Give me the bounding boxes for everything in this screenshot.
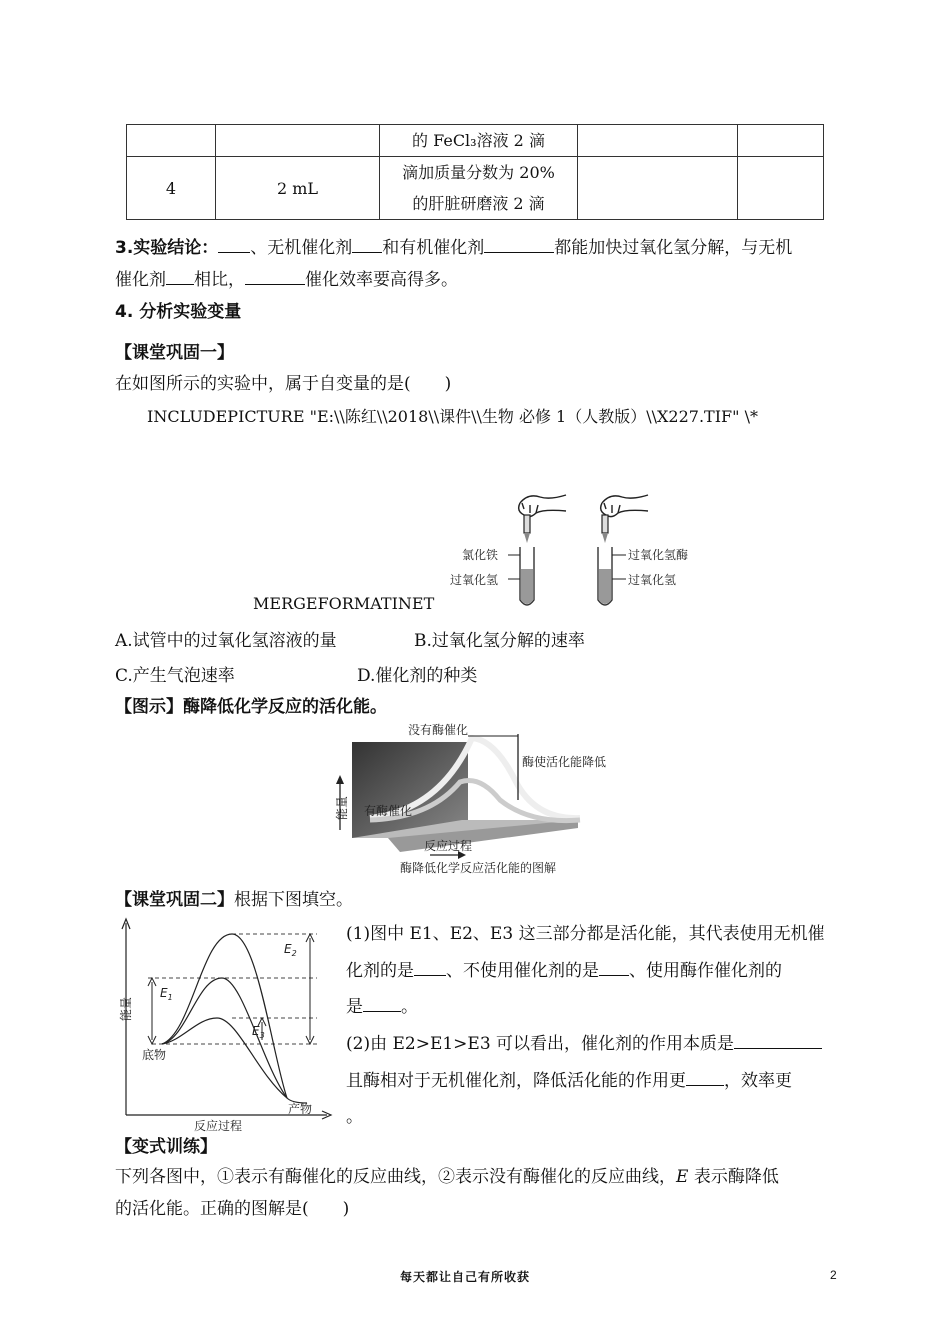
fill-blank[interactable] <box>245 270 305 285</box>
table-cell: 4 <box>127 157 216 220</box>
text: 化剂的是 <box>346 961 414 981</box>
table-row <box>127 125 824 157</box>
q1-line-2 <box>346 956 782 981</box>
cell-line: 滴加质量分数为 20% <box>402 163 555 182</box>
footer-motto: 每天都让自己有所收获 <box>400 1270 531 1284</box>
label-no-enzyme: 没有酶催化 <box>408 723 469 737</box>
fill-blank[interactable] <box>686 1071 724 1086</box>
q2-line-3: 。 <box>346 1107 363 1127</box>
text: 、无机催化剂 <box>250 238 353 258</box>
fill-blank[interactable] <box>363 997 401 1012</box>
option-d[interactable]: D.催化剂的种类 <box>357 666 478 686</box>
right-hand-icon <box>601 495 648 517</box>
text-italic: E <box>676 1167 689 1187</box>
label-enzyme: 过氧化氢酶 <box>628 548 689 562</box>
variant-line-1 <box>115 1162 779 1187</box>
table-cell <box>738 157 824 220</box>
consolidate2-intro: 根据下图填空。 <box>234 890 353 910</box>
section-heading: 4. 分析实验变量 <box>115 302 242 322</box>
label-h2o2-right: 过氧化氢 <box>628 573 677 587</box>
text: 都能加快过氧化氢分解，与无机 <box>554 238 793 258</box>
text: 是 <box>346 997 363 1017</box>
fill-blank[interactable] <box>218 238 250 253</box>
conclusion-line-2 <box>115 265 458 290</box>
q2-line-1 <box>346 1029 822 1054</box>
fill-blank[interactable] <box>414 961 446 976</box>
option-c[interactable]: C.产生气泡速率 <box>115 666 235 686</box>
curve-enzyme <box>162 1018 287 1098</box>
text: 、使用酶作催化剂的 <box>629 961 782 981</box>
variant-line-2: 的活化能。正确的图解是( ) <box>115 1199 350 1219</box>
text: 下列各图中，①表示有酶催化的反应曲线，②表示没有酶催化的反应曲线， <box>115 1167 676 1187</box>
q1-line-3 <box>346 992 418 1017</box>
text: 相比， <box>194 270 245 290</box>
fill-blank[interactable] <box>484 238 554 253</box>
table-cell <box>127 125 216 157</box>
figure-caption: 酶降低化学反应活化能的图解 <box>400 861 557 875</box>
option-a[interactable]: A.试管中的过氧化氢溶液的量 <box>115 631 337 651</box>
page-number: 2 <box>830 1268 837 1282</box>
table-cell <box>578 125 738 157</box>
text: (2)由 E2>E1>E3 可以看出，催化剂的作用本质是 <box>346 1034 735 1054</box>
text: 、不使用催化剂的是 <box>446 961 599 981</box>
label-energy: 能量 <box>335 795 349 820</box>
illustration-heading: 【图示】酶降低化学反应的活化能。 <box>115 697 387 717</box>
label-with-enzyme: 有酶催化 <box>364 804 413 818</box>
consolidate2-heading-line <box>115 885 353 910</box>
label-lowered: 酶使活化能降低 <box>522 755 607 769</box>
merge-format: MERGEFORMATINET <box>253 594 435 613</box>
label-e2: $E_2$ <box>284 942 297 958</box>
energy-graph <box>112 913 334 1133</box>
experiment-table <box>126 124 824 220</box>
dropper-tip-icon <box>602 533 608 543</box>
option-b[interactable]: B.过氧化氢分解的速率 <box>414 631 585 651</box>
text: 且酶相对于无机催化剂，降低活化能的作用更 <box>346 1071 686 1091</box>
cell-line: 的肝脏研磨液 2 滴 <box>412 194 545 213</box>
text: 催化剂 <box>115 270 166 290</box>
text: 表示酶降低 <box>688 1167 779 1187</box>
table-cell: 的 FeCl₃溶液 2 滴 <box>380 125 578 157</box>
table-cell <box>380 157 578 220</box>
table-row <box>127 157 824 220</box>
label-y: 能量 <box>119 996 133 1021</box>
table-cell <box>578 157 738 220</box>
activation-energy-3d-figure <box>330 720 620 880</box>
text: ，效率更 <box>724 1071 792 1091</box>
label-fecl3: 氯化铁 <box>462 548 499 562</box>
q2-line-2 <box>346 1066 792 1091</box>
table-cell <box>738 125 824 157</box>
consolidate2-heading: 【课堂巩固二】 <box>115 890 234 910</box>
label-process: 反应过程 <box>424 839 473 853</box>
label-product: 产物 <box>288 1102 313 1116</box>
conclusion-line-1 <box>115 233 792 258</box>
table-cell <box>216 125 380 157</box>
test-tube-figure <box>440 485 710 610</box>
curve-no-catalyst <box>162 934 287 1098</box>
fill-blank[interactable] <box>352 238 382 253</box>
label-h2o2-left: 过氧化氢 <box>450 573 499 587</box>
fill-blank[interactable] <box>166 270 194 285</box>
fill-blank[interactable] <box>734 1034 822 1049</box>
conclusion-label: 3.实验结论： <box>115 238 219 258</box>
dropper-icon <box>602 515 608 533</box>
fill-blank[interactable] <box>599 961 629 976</box>
q1-line-1: (1)图中 E1、E2、E3 这三部分都是活化能，其代表使用无机催 <box>346 924 825 944</box>
label-substrate: 底物 <box>142 1048 167 1062</box>
field-code: INCLUDEPICTURE "E:\\陈红\\2018\\课件\\生物 必修 1（人教版）\\X227.TIF" \* <box>147 407 758 426</box>
liquid-icon <box>599 569 611 604</box>
dropper-tip-icon <box>524 533 530 543</box>
label-x: 反应过程 <box>194 1119 243 1133</box>
text: 和有机催化剂 <box>382 238 485 258</box>
table-cell: 2 mL <box>216 157 380 220</box>
left-hand-icon <box>519 495 566 517</box>
dropper-icon <box>524 515 530 533</box>
liquid-icon <box>521 569 533 604</box>
curve-inorganic <box>162 978 287 1098</box>
label-e3: $E_3$ <box>252 1024 265 1040</box>
consolidate1-question: 在如图所示的实验中，属于自变量的是( ) <box>115 374 452 394</box>
variant-heading: 【变式训练】 <box>115 1137 217 1157</box>
text: 催化效率要高得多。 <box>305 270 458 290</box>
label-e1: $E_1$ <box>160 986 173 1002</box>
consolidate1-heading: 【课堂巩固一】 <box>115 343 234 363</box>
text: 。 <box>401 997 418 1017</box>
